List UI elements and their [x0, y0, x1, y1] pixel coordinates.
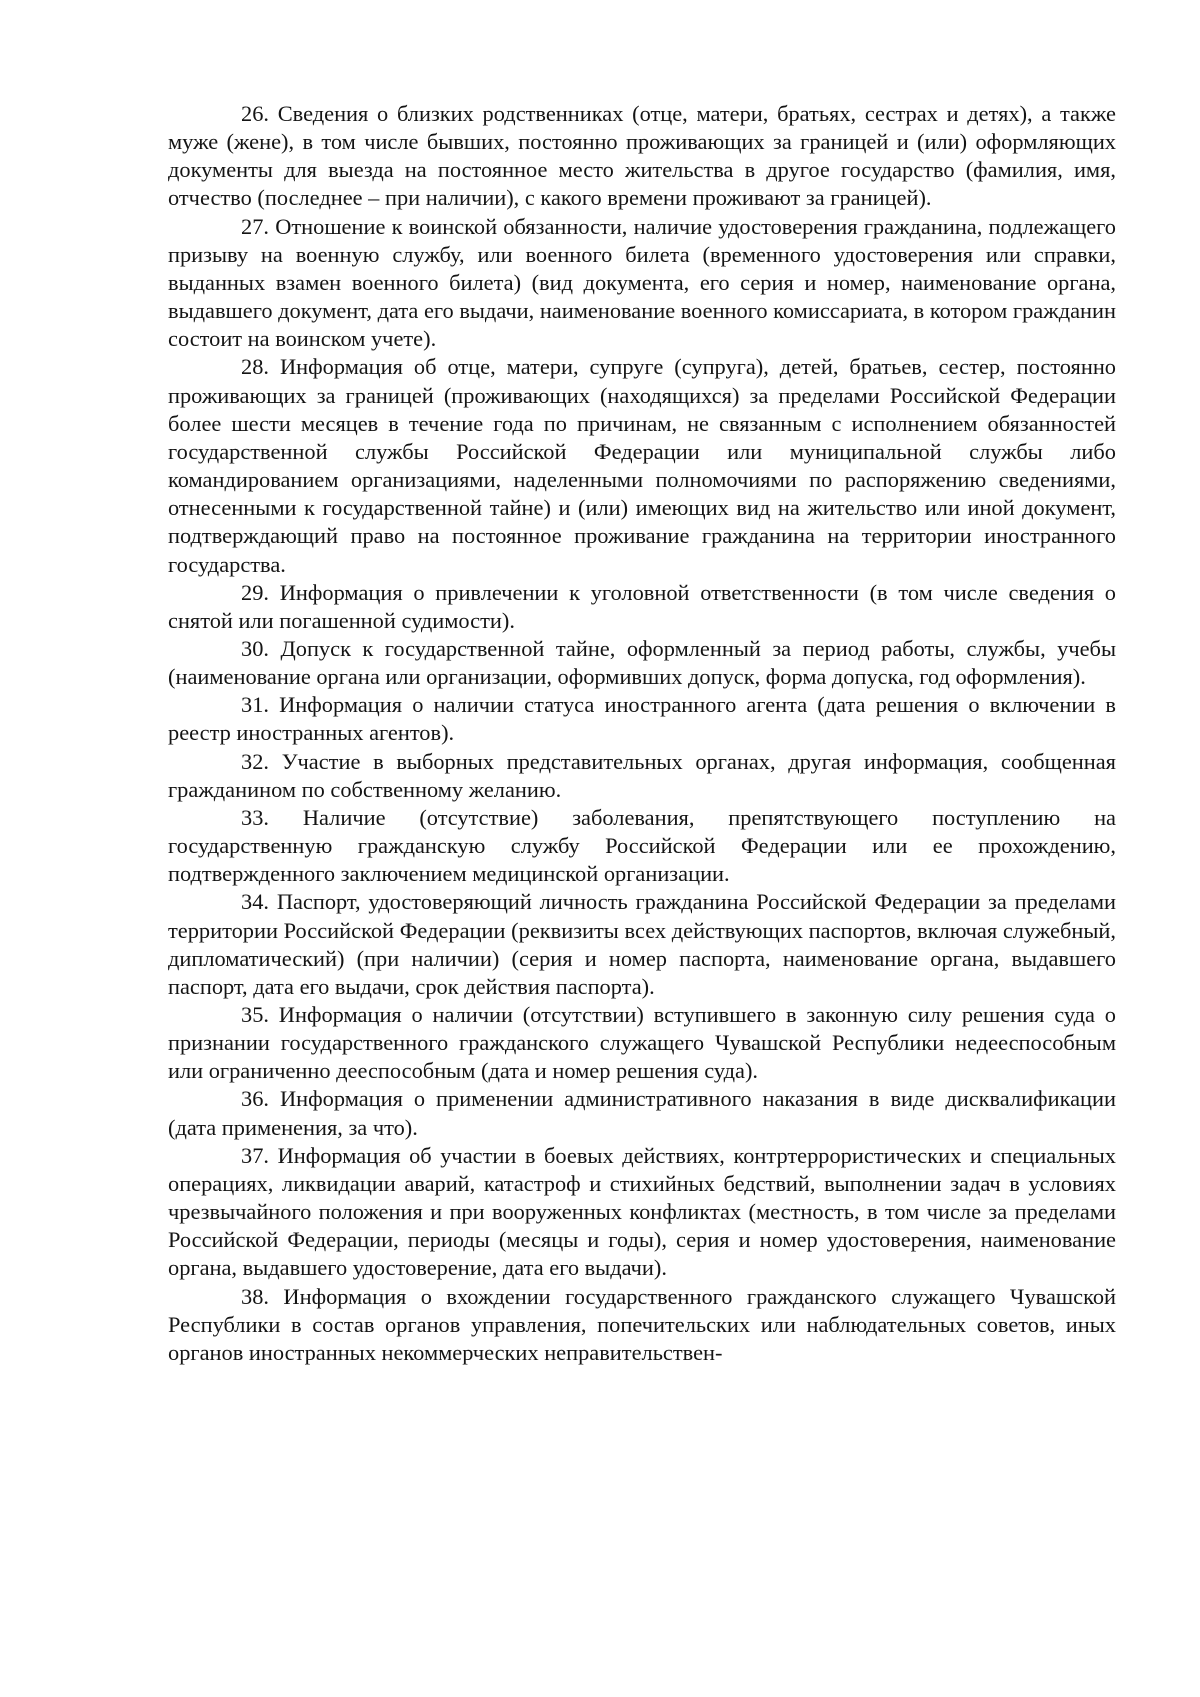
paragraph-number: 31.	[241, 692, 269, 718]
paragraph-37	[168, 1142, 1116, 1283]
paragraph-number: 29.	[241, 579, 269, 605]
paragraph-number: 28.	[241, 354, 269, 380]
paragraph-number: 33.	[241, 804, 269, 830]
paragraph-text: Отношение к воинской обязанности, наличие удостоверения гражданина, подлежащего призыву на военную службу, или военного билета (временного удостоверения или справки, выданных взамен военного билета) (вид документа, его серия и номер, наименование органа, выдавшего документ, дата его выдачи, наименование военного комиссариата, в котором гражданин состоит на воинском учете).	[168, 213, 1116, 352]
paragraph-text: Информация о привлечении к уголовной ответственности (в том числе сведения о снятой или погашенной судимости).	[168, 579, 1116, 633]
paragraph-28	[168, 353, 1116, 578]
paragraph-number: 38.	[241, 1283, 269, 1309]
paragraph-text: Участие в выборных представительных органах, другая информация, сообщенная гражданином по собственному желанию.	[168, 748, 1116, 802]
paragraph-35	[168, 1001, 1116, 1085]
paragraph-number: 37.	[241, 1142, 269, 1168]
paragraph-text: Информация о наличии (отсутствии) вступившего в законную силу решения суда о признании государственного гражданского служащего Чувашской Республики недееспособным или ограниченно дееспособным (дата и номер решения суда).	[168, 1002, 1116, 1084]
paragraph-number: 30.	[241, 635, 269, 661]
paragraph-number: 32.	[241, 748, 269, 774]
paragraph-number: 27.	[241, 213, 269, 239]
paragraph-31	[168, 691, 1116, 747]
paragraph-38	[168, 1283, 1116, 1367]
paragraph-text: Информация об отце, матери, супруге (супруга), детей, братьев, сестер, постоянно проживающих за границей (проживающих (находящихся) за пределами Российской Федерации более шести месяцев в течение года по причинам, не связанным с исполнением обязанностей государственной службы Российской Федерации или муниципальной службы либо командированием организациями, наделенными полномочиями по распоряжению сведениями, отнесенными к государственной тайне) и (или) имеющих вид на жительство или иной документ, подтверждающий право на постоянное проживание гражданина на территории иностранного государства.	[168, 354, 1116, 577]
paragraph-36	[168, 1085, 1116, 1141]
paragraph-text: Наличие (отсутствие) заболевания, препятствующего поступлению на государственную гражданскую службу Российской Федерации или ее прохождению, подтвержденного заключением медицинской организации.	[168, 804, 1116, 887]
paragraph-number: 35.	[241, 1002, 269, 1027]
paragraph-text: Информация об участии в боевых действиях, контртеррористических и специальных операциях, ликвидации аварий, катастроф и стихийных бедствий, выполнении задач в условиях чрезвычайного положения и при вооруженных конфликтах (местность, в том числе за пределами Российской Федерации, периоды (месяцы и годы), серия и номер удостоверения, наименование органа, выдавшего удостоверение, дата его выдачи).	[168, 1142, 1116, 1281]
paragraph-text: Сведения о близких родственниках (отце, матери, братьях, сестрах и детях), а также муже (жене), в том числе бывших, постоянно проживающих за границей и (или) оформляющих документы для выезда на постоянное место жительства в другое государство (фамилия, имя, отчество (последнее – при наличии), с какого времени проживают за границей).	[168, 101, 1116, 211]
paragraph-33	[168, 804, 1116, 888]
paragraph-text: Информация о наличии статуса иностранного агента (дата решения о включении в реестр иностранных агентов).	[168, 692, 1116, 746]
paragraph-34	[168, 888, 1116, 1001]
paragraph-29	[168, 579, 1116, 635]
paragraph-text: Информация о вхождении государственного гражданского служащего Чувашской Республики в состав органов управления, попечительских или наблюдательных советов, иных органов иностранных некоммерческих неправительствен-	[168, 1283, 1116, 1365]
paragraph-30	[168, 635, 1116, 691]
paragraph-text: Паспорт, удостоверяющий личность гражданина Российской Федерации за пределами территории Российской Федерации (реквизиты всех действующих паспортов, включая служебный, дипломатический) (при наличии) (серия и номер паспорта, наименование органа, выдавшего паспорт, дата его выдачи, срок действия паспорта).	[168, 889, 1116, 999]
document-body	[168, 100, 1116, 1367]
paragraph-27	[168, 213, 1116, 354]
paragraph-text: Допуск к государственной тайне, оформленный за период работы, службы, учебы (наименование органа или организации, оформивших допуск, форма допуска, год оформления).	[168, 635, 1116, 690]
paragraph-number: 36.	[241, 1086, 269, 1112]
paragraph-text: Информация о применении административного наказания в виде дисквалификации (дата применения, за что).	[168, 1086, 1116, 1140]
paragraph-32	[168, 748, 1116, 804]
paragraph-26	[168, 100, 1116, 213]
paragraph-number: 34.	[241, 889, 269, 915]
paragraph-number: 26.	[241, 101, 269, 126]
